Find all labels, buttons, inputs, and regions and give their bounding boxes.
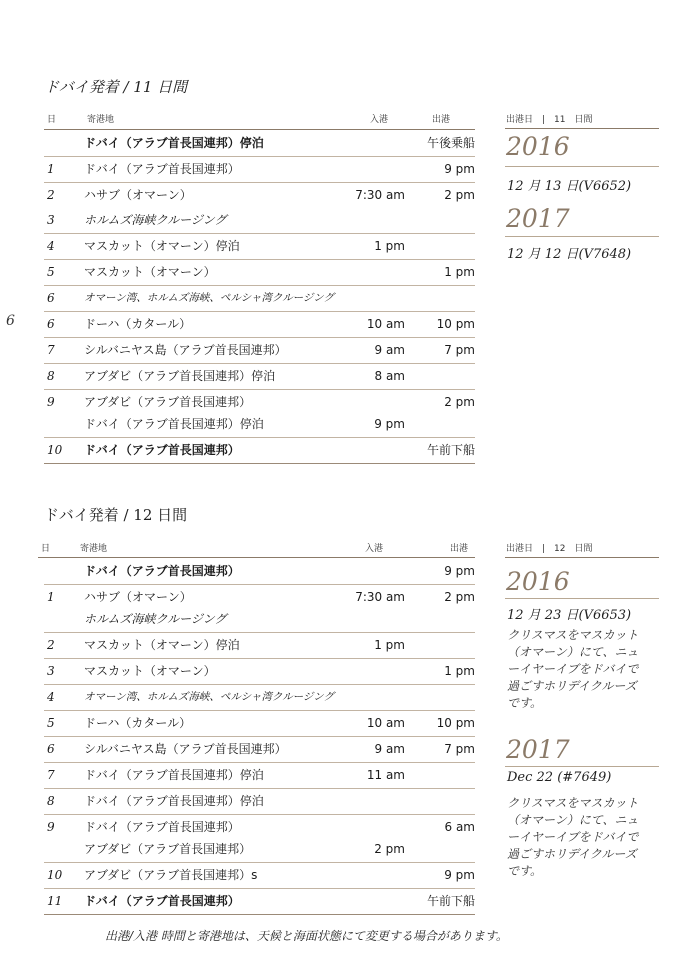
- itinerary-row: [44, 763, 475, 789]
- port-name: ドバイ（アラブ首長国連邦）停泊: [84, 136, 264, 150]
- day-number: 4: [44, 234, 84, 260]
- port-name: ハサブ（オマーン）: [84, 590, 192, 604]
- depart-time: [405, 413, 475, 435]
- port-name: マスカット（オマーン）: [84, 664, 216, 678]
- section2-header-arrive: 入港: [365, 544, 384, 554]
- section1-year1-rule: [505, 166, 659, 167]
- port-name: ドバイ（アラブ首長国連邦）停泊: [84, 794, 264, 808]
- section2-itinerary-table: [44, 559, 475, 915]
- port-name: ホルムズ海峡クルージング: [84, 213, 227, 227]
- itinerary-row: [44, 585, 475, 633]
- day-number: 7: [44, 763, 84, 789]
- section1-header-day: 日: [47, 115, 57, 125]
- day-number: 8: [44, 364, 84, 390]
- port-name: ドバイ（アラブ首長国連邦）: [84, 820, 240, 834]
- arrive-time: [340, 560, 405, 582]
- itinerary-row: [44, 260, 475, 286]
- port-name: シルバニヤス島（アラブ首長国連邦）: [84, 742, 287, 756]
- itinerary-row: [44, 208, 475, 234]
- depart-time: 午前下船: [426, 443, 475, 457]
- day-number: 6: [44, 286, 84, 312]
- section2-year-2016: 2016: [506, 567, 570, 596]
- day-number: 2: [47, 188, 55, 202]
- arrive-time: [340, 816, 405, 838]
- itinerary-row: [44, 863, 475, 889]
- section2-header-day: 日: [41, 544, 51, 554]
- section1-year-2017: 2017: [506, 204, 570, 233]
- day-number: [44, 131, 84, 157]
- arrive-time: 10 am: [366, 716, 405, 730]
- section2-header-depart: 出港: [450, 544, 469, 554]
- arrive-time: 11 am: [366, 768, 405, 782]
- port-name: ドーハ（カタール）: [84, 716, 192, 730]
- footer-note: 出港/入港 時間と寄港地は、天候と海面状態にて変更する場合があります。: [105, 929, 508, 943]
- day-number: 5: [44, 260, 84, 286]
- day-number: 1: [44, 157, 84, 183]
- port-name: アブダビ（アラブ首長国連邦）停泊: [84, 369, 276, 383]
- depart-time: 2 pm: [444, 395, 475, 409]
- depart-time: [405, 764, 475, 786]
- day-number: 6: [44, 737, 84, 763]
- section1-header-arrive: 入港: [370, 115, 389, 125]
- port-name: アブダビ（アラブ首長国連邦）: [84, 395, 252, 409]
- port-name: ドバイ（アラブ首長国連邦）停泊: [84, 417, 264, 431]
- depart-time: 1 pm: [444, 664, 475, 678]
- itinerary-row: [44, 312, 475, 338]
- day-number: 8: [44, 789, 84, 815]
- port-name: ホルムズ海峡クルージング: [84, 612, 227, 626]
- section1-title: ドバイ発着 / 11 日間: [44, 78, 188, 96]
- itinerary-row: [44, 633, 475, 659]
- itinerary-row: [44, 789, 475, 815]
- depart-time: 7 pm: [444, 343, 475, 357]
- section1-date-2016: 12 月 13 日(V6652): [507, 179, 632, 194]
- itinerary-row: [44, 364, 475, 390]
- arrive-time: 7:30 am: [355, 590, 405, 604]
- port-name: マスカット（オマーン）: [84, 265, 216, 279]
- port-name: ハサブ（オマーン）: [84, 188, 192, 202]
- section2-header-rule: [38, 557, 475, 558]
- arrive-time: [340, 890, 405, 912]
- depart-time: 9 pm: [444, 868, 475, 882]
- arrive-time: [340, 790, 405, 812]
- port-name: ドバイ（アラブ首長国連邦）: [84, 564, 240, 578]
- port-name: ドバイ（アラブ首長国連邦）: [84, 162, 240, 176]
- arrive-time: [340, 261, 405, 283]
- section2-side-header: 出港日 | 12 日間: [506, 544, 593, 554]
- arrive-time: 10 am: [366, 317, 405, 331]
- day-number: 9: [44, 390, 84, 438]
- depart-time: [405, 287, 475, 309]
- section1-header-port: 寄港地: [87, 115, 115, 125]
- port-name: シルバニヤス島（アラブ首長国連邦）: [84, 343, 287, 357]
- port-name: アブダビ（アラブ首長国連邦）: [84, 842, 252, 856]
- depart-time: [405, 608, 475, 630]
- day-number: 10: [44, 863, 84, 889]
- depart-time: 午後乗船: [426, 136, 475, 150]
- day-number: 3: [44, 208, 84, 234]
- port-name: ドバイ（アラブ首長国連邦）停泊: [84, 768, 264, 782]
- arrive-time: [340, 287, 405, 309]
- itinerary-row: [44, 685, 475, 711]
- itinerary-row: [44, 815, 475, 863]
- depart-time: [405, 838, 475, 860]
- section2-date-2017: Dec 22 (#7649): [507, 770, 612, 785]
- arrive-time: [340, 608, 405, 630]
- itinerary-row: [44, 659, 475, 685]
- depart-time: 9 pm: [444, 162, 475, 176]
- section2-note-2017: クリスマスをマスカット（オマーン）にて、ニューイヤーイブをドバイで過ごすホリデイクルーズです。: [507, 796, 639, 878]
- section1-header-depart: 出港: [432, 115, 451, 125]
- depart-time: [405, 634, 475, 656]
- itinerary-row: [44, 889, 475, 915]
- itinerary-row: [44, 711, 475, 737]
- depart-time: 2 pm: [444, 188, 475, 202]
- port-name: マスカット（オマーン）停泊: [84, 239, 240, 253]
- arrive-time: 8 am: [374, 369, 405, 383]
- arrive-time: [340, 439, 405, 461]
- depart-time: [405, 686, 475, 708]
- section1-year-2016: 2016: [506, 132, 570, 161]
- itinerary-row: [44, 131, 475, 157]
- depart-time: [405, 365, 475, 387]
- port-name: マスカット（オマーン）停泊: [84, 638, 240, 652]
- day-number: [44, 559, 84, 585]
- arrive-time: 9 pm: [374, 417, 405, 431]
- arrive-time: [340, 686, 405, 708]
- day-number: 9: [44, 815, 84, 863]
- itinerary-row: [44, 183, 475, 209]
- itinerary-row: [44, 390, 475, 438]
- arrive-time: [340, 132, 405, 154]
- port-name: ドーハ（カタール）: [84, 317, 192, 331]
- section1-header-rule: [44, 129, 475, 130]
- day-number: 11: [44, 889, 84, 915]
- section2-date-2016: 12 月 23 日(V6653): [507, 608, 632, 623]
- arrive-time: 7:30 am: [355, 188, 405, 202]
- section2-side-rule: [505, 557, 659, 558]
- depart-time: [405, 209, 475, 231]
- itinerary-row: [44, 438, 475, 464]
- depart-time: 10 pm: [436, 317, 475, 331]
- day-number: 5: [44, 711, 84, 737]
- section2-note-2016: クリスマスをマスカット（オマーン）にて、ニューイヤーイブをドバイで過ごすホリデイクルーズです。: [507, 628, 639, 710]
- section1-date-2017: 12 月 12 日(V7648): [507, 247, 632, 262]
- port-name: ドバイ（アラブ首長国連邦）: [84, 894, 240, 908]
- depart-time: 7 pm: [444, 742, 475, 756]
- depart-time: 2 pm: [444, 590, 475, 604]
- depart-time: [405, 235, 475, 257]
- day-number: 6: [44, 312, 84, 338]
- section1-side-header: 出港日 | 11 日間: [506, 115, 593, 125]
- depart-time: [405, 790, 475, 812]
- day-number: 7: [44, 338, 84, 364]
- section2-year1-rule: [505, 598, 659, 599]
- arrive-time: 9 am: [374, 742, 405, 756]
- itinerary-row: [44, 234, 475, 260]
- depart-time: 午前下船: [426, 894, 475, 908]
- day-number: 2: [44, 633, 84, 659]
- arrive-time: 2 pm: [374, 842, 405, 856]
- arrive-time: [340, 864, 405, 886]
- arrive-time: [340, 660, 405, 682]
- depart-time: 10 pm: [436, 716, 475, 730]
- section2-year2-rule: [505, 766, 659, 767]
- arrive-time: [340, 391, 405, 413]
- day-number: 10: [44, 438, 84, 464]
- section2-header-port: 寄港地: [80, 544, 108, 554]
- section1-side-rule: [505, 128, 659, 129]
- depart-time: 9 pm: [444, 564, 475, 578]
- itinerary-row: [44, 737, 475, 763]
- arrive-time: [340, 209, 405, 231]
- itinerary-row: [44, 559, 475, 585]
- page-number: 6: [6, 313, 15, 329]
- port-name: オマーン湾、ホルムズ海峡、ペルシャ湾クルージング: [84, 691, 334, 703]
- arrive-time: 1 pm: [374, 638, 405, 652]
- itinerary-row: [44, 286, 475, 312]
- day-number: 1: [44, 585, 84, 633]
- section1-itinerary-table: [44, 131, 475, 464]
- day-number: 4: [44, 685, 84, 711]
- arrive-time: 1 pm: [374, 239, 405, 253]
- arrive-time: [340, 158, 405, 180]
- port-name: ドバイ（アラブ首長国連邦）: [84, 443, 240, 457]
- section1-year2-rule: [505, 236, 659, 237]
- section2-year-2017: 2017: [506, 735, 570, 764]
- itinerary-row: [44, 157, 475, 183]
- section2-title: ドバイ発着 / 12 日間: [44, 506, 188, 524]
- arrive-time: 9 am: [374, 343, 405, 357]
- port-name: オマーン湾、ホルムズ海峡、ペルシャ湾クルージング: [84, 292, 334, 304]
- itinerary-row: [44, 338, 475, 364]
- day-number: 3: [44, 659, 84, 685]
- port-name: アブダビ（アラブ首長国連邦）s: [84, 868, 258, 882]
- depart-time: 6 am: [444, 820, 475, 834]
- depart-time: 1 pm: [444, 265, 475, 279]
